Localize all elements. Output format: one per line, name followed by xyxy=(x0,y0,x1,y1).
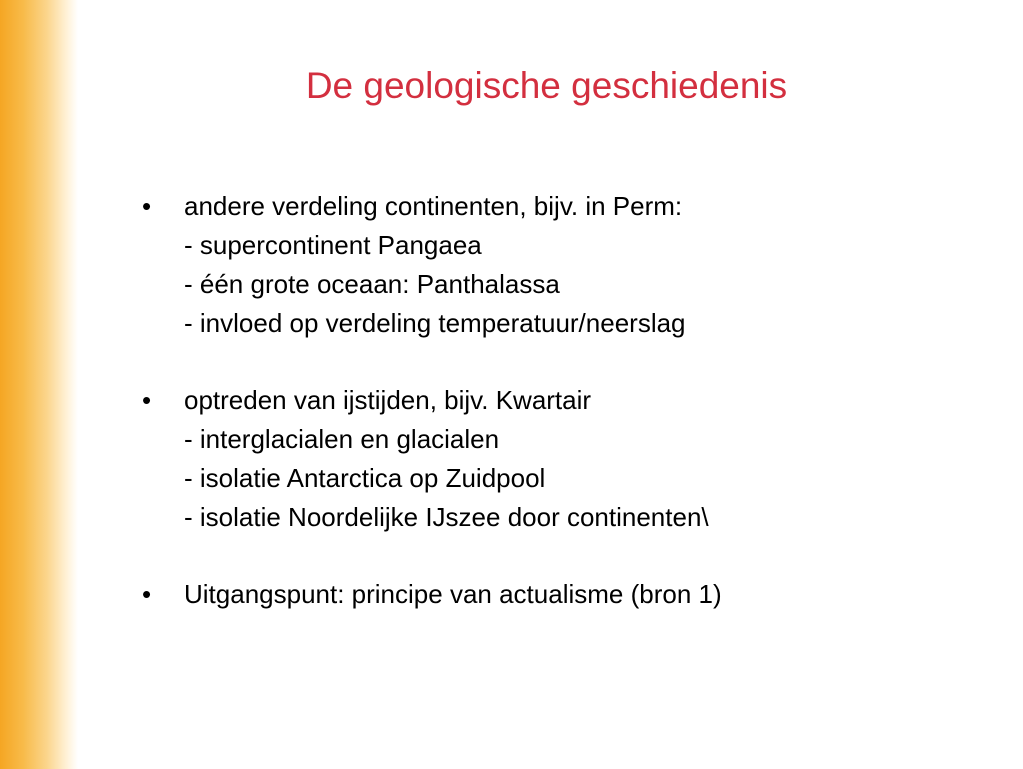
bullet-line: Uitgangspunt: principe van actualisme (bron 1) xyxy=(184,579,722,609)
bullet-line: - één grote oceaan: Panthalassa xyxy=(184,269,560,299)
bullet-line: - isolatie Noordelijke IJszee door continenten\ xyxy=(184,502,709,532)
bullet-dot: • xyxy=(142,579,152,609)
bullet-line: - supercontinent Pangaea xyxy=(184,230,482,260)
decorative-side-band xyxy=(0,0,78,769)
bullet-line: optreden van ijstijden, bijv. Kwartair xyxy=(184,385,592,415)
bullet-item-ice-ages xyxy=(142,381,1002,537)
bullet-line: andere verdeling continenten, bijv. in Perm: xyxy=(184,191,683,221)
bullet-line: - interglacialen en glacialen xyxy=(184,424,500,454)
bullet-item-continents xyxy=(142,187,1002,343)
bullet-line: - isolatie Antarctica op Zuidpool xyxy=(184,463,546,493)
bullet-list xyxy=(142,187,1002,652)
bullet-dot: • xyxy=(142,191,152,221)
bullet-item-principle xyxy=(142,575,1002,614)
bullet-dot: • xyxy=(142,385,152,415)
slide-title: De geologische geschiedenis xyxy=(305,65,788,106)
bullet-line: - invloed op verdeling temperatuur/neerslag xyxy=(184,308,686,338)
